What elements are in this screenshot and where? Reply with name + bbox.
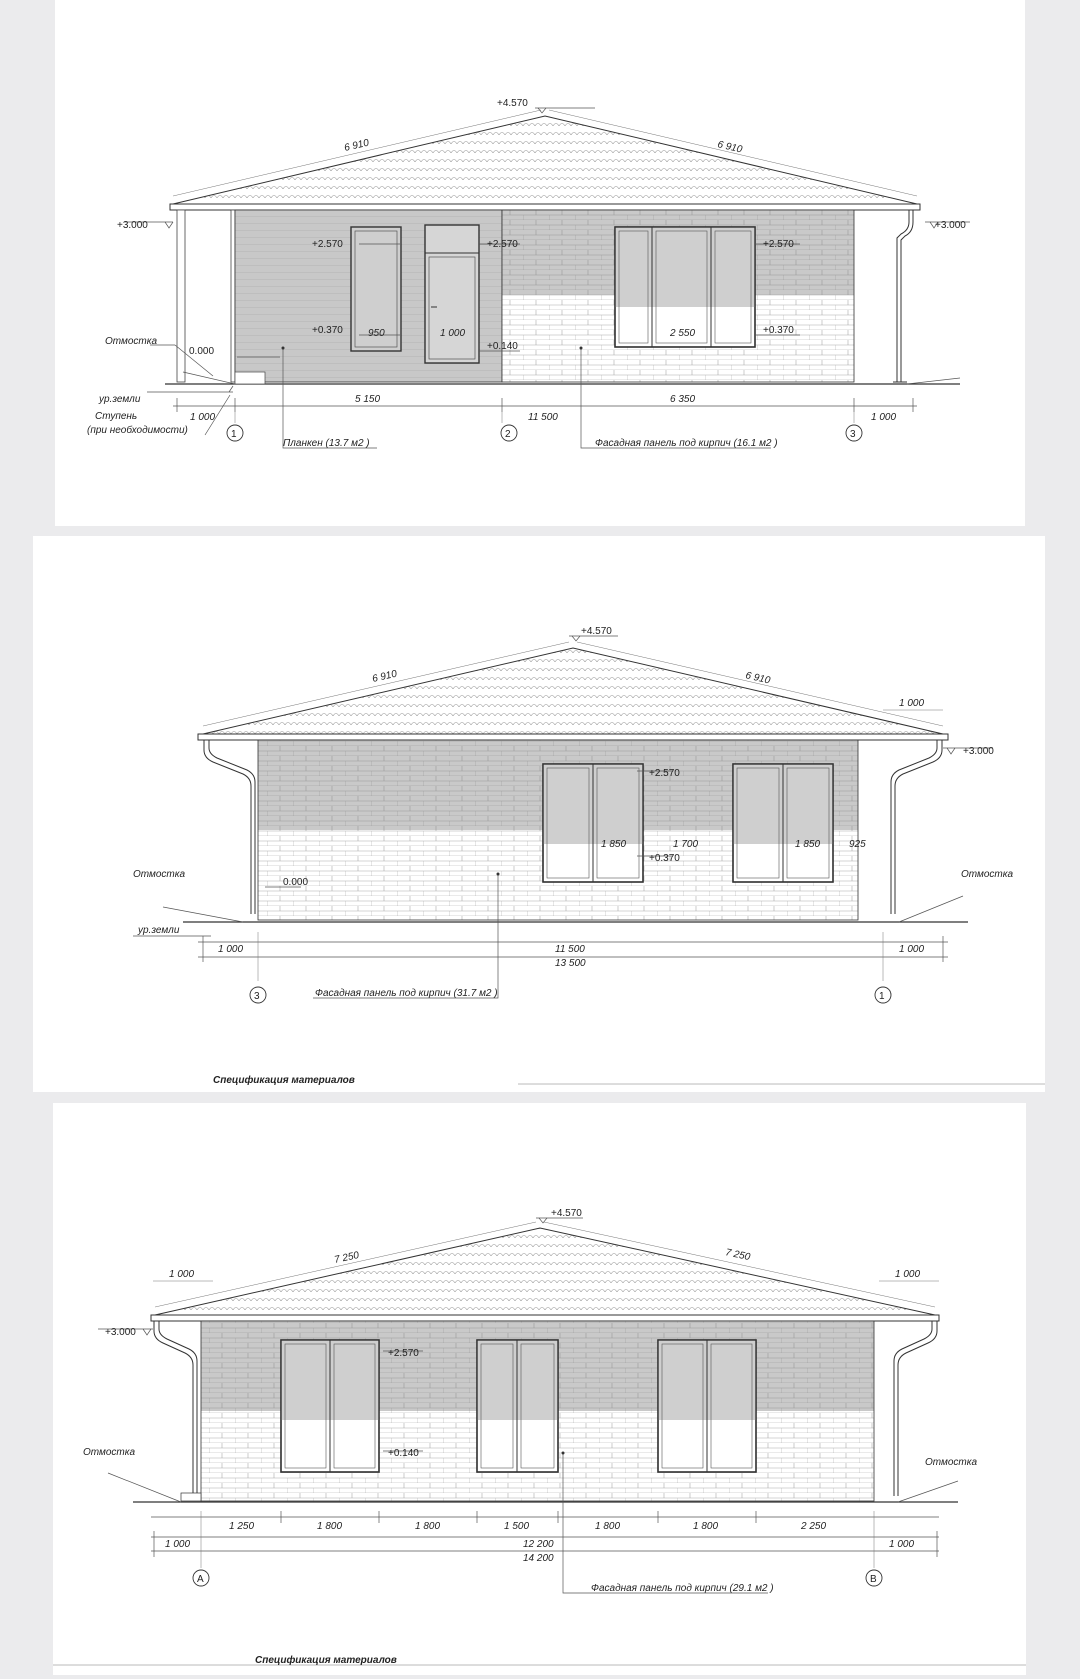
- porch-post: [177, 210, 185, 382]
- window-top-left: +2.570: [312, 239, 343, 250]
- window-top: +2.570: [388, 1348, 419, 1359]
- label-otmostka-right: Отмостка: [925, 1457, 978, 1468]
- label-ground: ур.земли: [99, 394, 141, 405]
- window-right-width: 2 550: [670, 328, 696, 339]
- elevation-3-drawing: [53, 1103, 1026, 1675]
- window-top-right: +2.570: [763, 239, 794, 250]
- window-2-width: 1 850: [795, 839, 821, 850]
- ridge-level: +4.570: [581, 626, 612, 637]
- dim-2: 1 800: [317, 1521, 343, 1532]
- downpipe-right: [898, 1321, 937, 1496]
- pier-width: 1 700: [673, 839, 699, 850]
- downpipe-left: [204, 740, 251, 914]
- axis-label-3: 3: [850, 429, 856, 440]
- elevation-sheet-3: [53, 1103, 1026, 1675]
- downpipe: [901, 210, 913, 382]
- roof-slope-right: 6 910: [744, 670, 772, 687]
- dim-total: 11 500: [528, 412, 558, 423]
- floor-level: 0.000: [189, 346, 215, 357]
- roof-slope-left: 7 250: [333, 1249, 361, 1266]
- window-sill: +0.370: [649, 853, 680, 864]
- window-top: +2.570: [649, 768, 680, 779]
- eave-fascia: [198, 734, 948, 740]
- eave-level-right: +3.000: [935, 220, 966, 231]
- window-1: [543, 764, 643, 882]
- dim-3: 1 800: [415, 1521, 441, 1532]
- window-sill-right: +0.370: [763, 325, 794, 336]
- label-step: Ступень: [95, 411, 138, 422]
- window-2: [477, 1340, 558, 1472]
- entrance-door: [425, 225, 479, 363]
- dim-total: 14 200: [523, 1553, 554, 1564]
- eave-level: +3.000: [105, 1327, 136, 1338]
- dim-overhang-left: 1 000: [190, 412, 216, 423]
- eave-fascia: [170, 204, 920, 210]
- roof: [155, 1228, 935, 1315]
- axis-label-2: 2: [505, 429, 511, 440]
- roof-slope-right: 6 910: [716, 139, 744, 156]
- overhang-right-top: 1 000: [895, 1269, 921, 1280]
- axis-label-1: 1: [231, 429, 237, 440]
- dim-5: 1 800: [595, 1521, 621, 1532]
- dim-7: 2 250: [801, 1521, 827, 1532]
- door-sill: +0.140: [487, 341, 518, 352]
- floor-level: 0.000: [283, 877, 309, 888]
- callout-facade: Фасадная панель под кирпич (16.1 м2 ): [595, 438, 778, 449]
- window-left-width: 950: [368, 328, 385, 339]
- dims-row: [229, 1521, 826, 1532]
- downpipe-left: [154, 1321, 193, 1496]
- roof-slope-left: 6 910: [343, 137, 371, 154]
- roof: [173, 116, 917, 204]
- eave-level: +3.000: [963, 746, 994, 757]
- callout-facade: Фасадная панель под кирпич (31.7 м2 ): [315, 988, 498, 999]
- eave-fascia: [151, 1315, 939, 1321]
- elevation-sheet-2: [33, 536, 1045, 1092]
- edge-dim: 925: [849, 839, 866, 850]
- window-3: [658, 1340, 756, 1472]
- dim-overhang-right: 1 000: [871, 412, 897, 423]
- window-sill: +0.140: [388, 1448, 419, 1459]
- dim-wall: 11 500: [555, 944, 585, 955]
- dim-overhang-left: 1 000: [165, 1539, 191, 1550]
- door-width: 1 000: [440, 328, 466, 339]
- dim-overhang-right: 1 000: [889, 1539, 915, 1550]
- callout-planken: Планкен (13.7 м2 ): [283, 438, 370, 449]
- window-1-width: 1 850: [601, 839, 627, 850]
- roof: [203, 648, 943, 734]
- axis-label-1: 1: [879, 991, 885, 1002]
- spec-title: Спецификация материалов: [255, 1655, 397, 1666]
- label-otmostka-right: Отмостка: [961, 869, 1014, 880]
- label-step-note: (при необходимости): [87, 425, 188, 436]
- dim-overhang-right: 1 000: [899, 944, 925, 955]
- dim-1: 1 250: [229, 1521, 255, 1532]
- label-otmostka-left: Отмостка: [133, 869, 186, 880]
- dim-wall: 12 200: [523, 1539, 554, 1550]
- label-otmostka-left: Отмостка: [83, 1447, 136, 1458]
- dim-6: 1 800: [693, 1521, 719, 1532]
- roof-slope-left: 6 910: [371, 668, 399, 685]
- roof-slope-right: 7 250: [724, 1247, 752, 1264]
- dim-overhang-left: 1 000: [218, 944, 244, 955]
- label-ground: ур.земли: [138, 925, 180, 936]
- dim-seg-2: 6 350: [670, 394, 696, 405]
- eave-level-left: +3.000: [117, 220, 148, 231]
- axis-label-v: В: [870, 1574, 877, 1585]
- dim-total: 13 500: [555, 958, 586, 969]
- window-1: [281, 1340, 379, 1472]
- callout-facade: Фасадная панель под кирпич (29.1 м2 ): [591, 1583, 774, 1594]
- overhang-left-top: 1 000: [169, 1269, 195, 1280]
- window-2: [733, 764, 833, 882]
- axis-label-a: А: [197, 1574, 204, 1585]
- axis-label-3: 3: [254, 991, 260, 1002]
- spec-title: Спецификация материалов: [213, 1075, 355, 1086]
- label-otmostka: Отмостка: [105, 336, 158, 347]
- ridge-level: +4.570: [551, 1208, 582, 1219]
- window-sill-left: +0.370: [312, 325, 343, 336]
- overhang-top: 1 000: [899, 698, 925, 709]
- step: [235, 372, 265, 384]
- downpipe-right: [895, 740, 942, 914]
- dimension-lines: [198, 932, 948, 981]
- elevation-1-drawing: [55, 0, 1025, 526]
- door-top: +2.570: [487, 239, 518, 250]
- ridge-level: +4.570: [497, 98, 528, 109]
- elevation-2-drawing: [33, 536, 1045, 1092]
- dim-seg-1: 5 150: [355, 394, 381, 405]
- elevation-sheet-1: [55, 0, 1025, 526]
- dim-4: 1 500: [504, 1521, 530, 1532]
